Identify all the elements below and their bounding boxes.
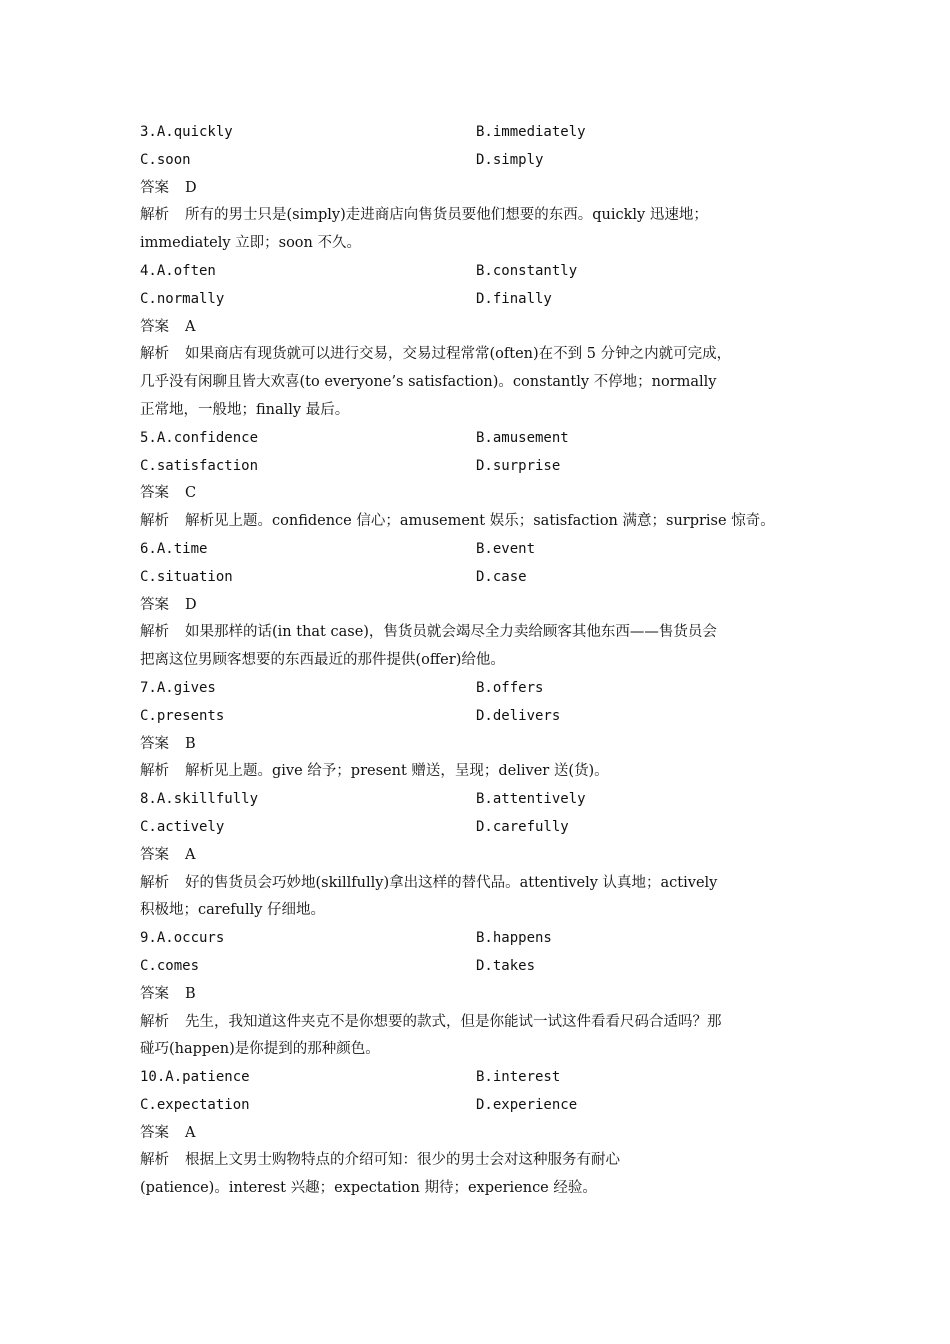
option-text: B.amusement [476,429,569,446]
option-text: B.attentively [476,791,586,808]
analysis-line [140,619,812,647]
question-block [140,675,812,786]
option-row [140,925,812,953]
answer-value: C [185,485,197,502]
answer-value: A [185,846,196,863]
question-block [140,425,812,536]
option-row [140,147,812,175]
option-text: D.carefully [476,818,569,835]
option-row [140,786,812,814]
option-text: C.normally [140,290,225,307]
analysis-label: 解析 [140,763,169,780]
analysis-label: 解析 [140,207,169,224]
option-text: C.presents [140,707,225,724]
analysis-text: 碰巧(happen)是你提到的那种颜色。 [140,1041,380,1058]
analysis-line [140,230,812,258]
option-row [140,425,812,453]
option-text: D.delivers [476,707,561,724]
question-block [140,119,812,258]
option-text: B.offers [476,679,544,696]
analysis-text: 把离这位男顾客想要的东西最近的那件提供(offer)给他。 [140,652,505,669]
option-text: D.simply [476,151,544,168]
option-text: B.immediately [476,124,586,140]
answer-row [140,480,812,508]
option-row [140,536,812,564]
option-text: C.expectation [140,1096,250,1113]
option-text: 8.A.skillfully [140,791,259,808]
analysis-text: 先生，我知道这件夹克不是你想要的款式，但是你能试一试这件看看尺码合适吗？那 [185,1013,722,1030]
option-text: C.actively [140,818,225,835]
answer-value: A [185,318,196,335]
option-row [140,1092,812,1120]
analysis-text: 解析见上题。give 给予；present 赠送，呈现；deliver 送(货)。 [185,763,609,780]
analysis-line [140,397,812,425]
analysis-text: 好的售货员会巧妙地(skillfully)拿出这样的替代品。attentively 认真地；actively [185,874,718,891]
option-row [140,953,812,981]
analysis-text: 正常地，一般地；finally 最后。 [140,401,350,418]
analysis-text: 如果商店有现货就可以进行交易，交易过程常常(often)在不到 5 分钟之内就可完成， [185,346,732,363]
analysis-text: 如果那样的话(in that case)，售货员就会竭尽全力卖给顾客其他东西——售货员会 [185,624,717,641]
option-text: 4.A.often [140,262,216,279]
answer-value: D [185,179,197,196]
option-text: C.comes [140,957,200,974]
analysis-line [140,897,812,925]
document-page [140,119,812,1203]
answer-label: 答案 [140,318,169,335]
question-block [140,1064,812,1203]
answer-label: 答案 [140,179,169,196]
answer-value: D [185,596,197,613]
analysis-line [140,341,812,369]
answer-value: A [185,1124,196,1141]
analysis-line [140,1175,812,1203]
answer-label: 答案 [140,985,169,1002]
option-row [140,675,812,703]
option-text: 9.A.occurs [140,930,225,947]
analysis-text: 积极地；carefully 仔细地。 [140,902,326,919]
analysis-text: 所有的男士只是(simply)走进商店向售货员要他们想要的东西。quickly 迅速地； [185,207,708,224]
option-row [140,258,812,286]
option-row [140,814,812,842]
analysis-label: 解析 [140,624,169,641]
answer-label: 答案 [140,846,169,863]
option-text: D.case [476,568,527,585]
option-text: D.surprise [476,457,561,474]
analysis-line [140,1147,812,1175]
option-text: 7.A.gives [140,679,216,696]
analysis-text: immediately 立即；soon 不久。 [140,235,361,252]
answer-label: 答案 [140,735,169,752]
option-text: 3.A.quickly [140,124,233,140]
answer-row [140,592,812,620]
analysis-text: 解析见上题。confidence 信心；amusement 娱乐；satisfaction 满意；surprise 惊奇。 [185,513,775,530]
analysis-label: 解析 [140,346,169,363]
option-text: B.constantly [476,262,578,279]
analysis-label: 解析 [140,874,169,891]
question-block [140,786,812,925]
answer-value: B [185,735,196,752]
option-text: 6.A.time [140,540,208,557]
option-text: B.event [476,540,536,557]
answer-label: 答案 [140,485,169,502]
option-text: B.interest [476,1069,561,1086]
analysis-line [140,647,812,675]
option-text: D.takes [476,957,536,974]
option-text: 10.A.patience [140,1069,250,1086]
option-text: 5.A.confidence [140,429,259,446]
analysis-line [140,369,812,397]
question-block [140,258,812,425]
analysis-text: (patience)。interest 兴趣；expectation 期待；experience 经验。 [140,1180,597,1197]
analysis-line [140,508,812,536]
option-row [140,119,812,147]
answer-label: 答案 [140,1124,169,1141]
option-text: D.experience [476,1096,578,1113]
analysis-line [140,1009,812,1037]
analysis-label: 解析 [140,1152,169,1169]
analysis-line [140,1036,812,1064]
analysis-line [140,870,812,898]
option-text: B.happens [476,930,552,947]
analysis-label: 解析 [140,1013,169,1030]
answer-row [140,1120,812,1148]
option-text: C.situation [140,568,233,585]
option-row [140,453,812,481]
analysis-label: 解析 [140,513,169,530]
answer-value: B [185,985,196,1002]
answer-row [140,175,812,203]
answer-label: 答案 [140,596,169,613]
answer-row [140,731,812,759]
option-row [140,703,812,731]
analysis-line [140,202,812,230]
answer-row [140,842,812,870]
answer-row [140,981,812,1009]
option-row [140,564,812,592]
question-block [140,536,812,675]
question-block [140,925,812,1064]
analysis-line [140,758,812,786]
option-text: D.finally [476,290,552,307]
option-text: C.soon [140,151,191,168]
answer-row [140,314,812,342]
option-text: C.satisfaction [140,457,259,474]
option-row [140,286,812,314]
option-row [140,1064,812,1092]
analysis-text: 几乎没有闲聊且皆大欢喜(to everyone’s satisfaction)。constantly 不停地；normally [140,374,717,391]
analysis-text: 根据上文男士购物特点的介绍可知：很少的男士会对这种服务有耐心 [185,1152,620,1169]
